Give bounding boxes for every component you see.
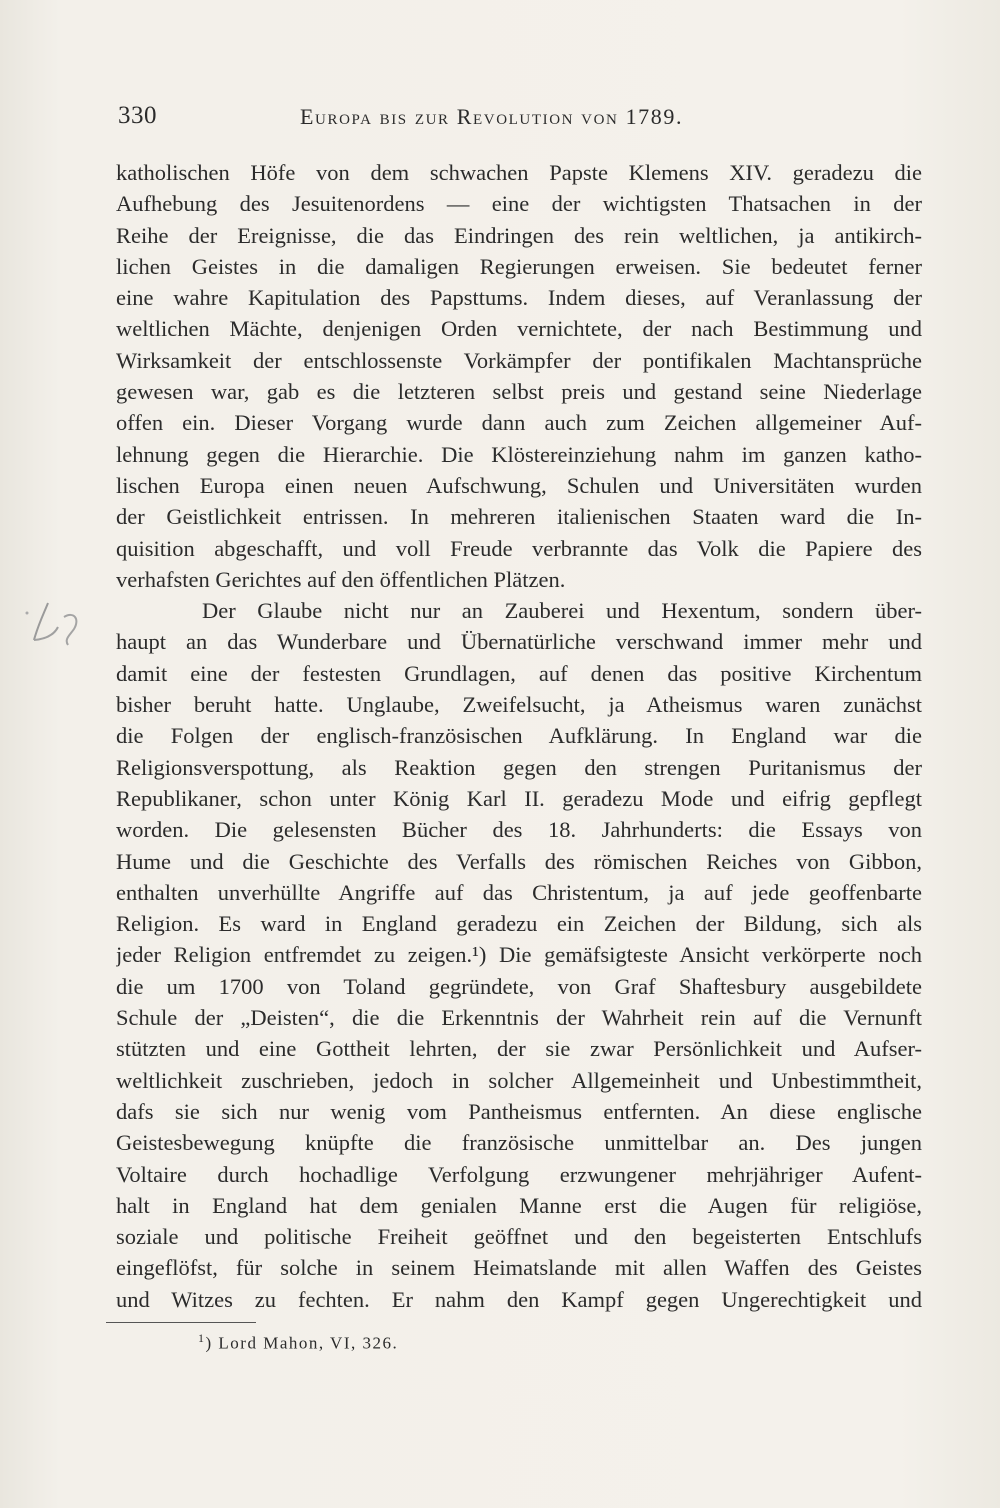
text-line: Republikaner, schon unter König Karl II. geradezu Mode und eifrig gepflegt [116,785,922,811]
page-number: 330 [118,102,157,129]
text-line: Reihe der Ereignisse, die das Eindringen des rein weltlichen, ja antikirch- [116,222,922,248]
text-line: verhafsten Gerichtes auf den öffentlichen Plätzen. [116,566,566,592]
text-line: lehnung gegen die Hierarchie. Die Klöstereinziehung nahm im ganzen katho- [116,441,922,467]
text-line: jeder Religion entfremdet zu zeigen.¹) Die gemäfsigteste Ansicht verkörperte noch [116,942,922,968]
text-line: lichen Geistes in die damaligen Regierungen erweisen. Sie bedeutet ferner [116,253,922,279]
page-header [118,98,918,138]
text-line: eingeflöfst, für solche in seinem Heimatslande mit allen Waffen des Geistes [116,1255,922,1281]
text-line: Religion. Es ward in England geradezu ein Zeichen der Bildung, sich als [116,911,922,937]
text-line: Schule der „Deisten“, die die Erkenntnis der Wahrheit rein auf die Vernunft [116,1005,922,1031]
text-line: halt in England hat dem genialen Manne erst die Augen für religiöse, [116,1192,922,1218]
text-line: bisher beruht hatte. Unglaube, Zweifelsucht, ja Atheismus waren zunächst [116,692,922,718]
text-line: Geistesbewegung knüpfte die französische unmittelbar an. Des jungen [116,1130,922,1156]
footnote-text: ) Lord Mahon, VI, 326. [205,1333,399,1353]
text-line: Wirksamkeit der entschlossenste Vorkämpfer der pontifikalen Machtansprüche [116,347,922,373]
text-line: weltlichen Mächte, denjenigen Orden vernichtete, der nach Bestimmung und [116,316,922,342]
text-line: gewesen war, gab es die letzteren selbst preis und gestand seine Niederlage [116,379,922,405]
text-line: worden. Die gelesensten Bücher des 18. Jahrhunderts: die Essays von [116,817,922,843]
text-line: Voltaire durch hochadlige Verfolgung erzwungener mehrjähriger Aufent- [116,1161,922,1187]
text-line: und Witzes zu fechten. Er nahm den Kampf gegen Ungerechtigkeit und [116,1286,922,1312]
text-line: Religionsverspottung, als Reaktion gegen den strengen Puritanismus der [116,754,922,780]
footnote-marker: 1 [198,1331,206,1345]
text-line: die Folgen der englisch-französischen Aufklärung. In England war die [116,723,922,749]
text-line: quisition abgeschafft, und voll Freude verbrannte das Volk die Papiere des [116,535,922,561]
running-title: Europa bis zur Revolution von 1789. [300,104,684,129]
footnote-rule [106,1322,256,1323]
footnote [198,1331,398,1354]
text-line: der Geistlichkeit entrissen. In mehreren italienischen Staaten ward die In- [116,504,922,530]
text-line: Der Glaube nicht nur an Zauberei und Hexentum, sondern über- [202,598,922,624]
handwritten-margin-mark-icon [24,595,94,655]
text-line: soziale und politische Freiheit geöffnet und den begeisterten Entschlufs [116,1224,922,1250]
text-line: stützten und eine Gottheit lehrten, der sie zwar Persönlichkeit und Aufser- [116,1036,922,1062]
body-text [116,157,922,1315]
text-line: dafs sie sich nur wenig vom Pantheismus entfernten. An diese englische [116,1098,922,1124]
text-line: weltlichkeit zuschrieben, jedoch in solcher Allgemeinheit und Unbestimmtheit, [116,1067,922,1093]
text-line: enthalten unverhüllte Angriffe auf das Christentum, ja auf jede geoffenbarte [116,879,922,905]
text-line: Hume und die Geschichte des Verfalls des römischen Reiches von Gibbon, [116,848,922,874]
text-line: die um 1700 von Toland gegründete, von Graf Shaftesbury ausgebildete [116,973,922,999]
text-line: lischen Europa einen neuen Aufschwung, Schulen und Universitäten wurden [116,472,922,498]
text-line: eine wahre Kapitulation des Papsttums. Indem dieses, auf Veranlassung der [116,285,922,311]
text-line: haupt an das Wunderbare und Übernatürliche verschwand immer mehr und [116,629,922,655]
text-line: offen ein. Dieser Vorgang wurde dann auch zum Zeichen allgemeiner Auf- [116,410,922,436]
text-line: katholischen Höfe von dem schwachen Papste Klemens XIV. geradezu die [116,160,922,185]
text-line: Aufhebung des Jesuitenordens — eine der wichtigsten Thatsachen in der [116,191,922,217]
text-line: damit eine der festesten Grundlagen, auf denen das positive Kirchentum [116,660,922,686]
